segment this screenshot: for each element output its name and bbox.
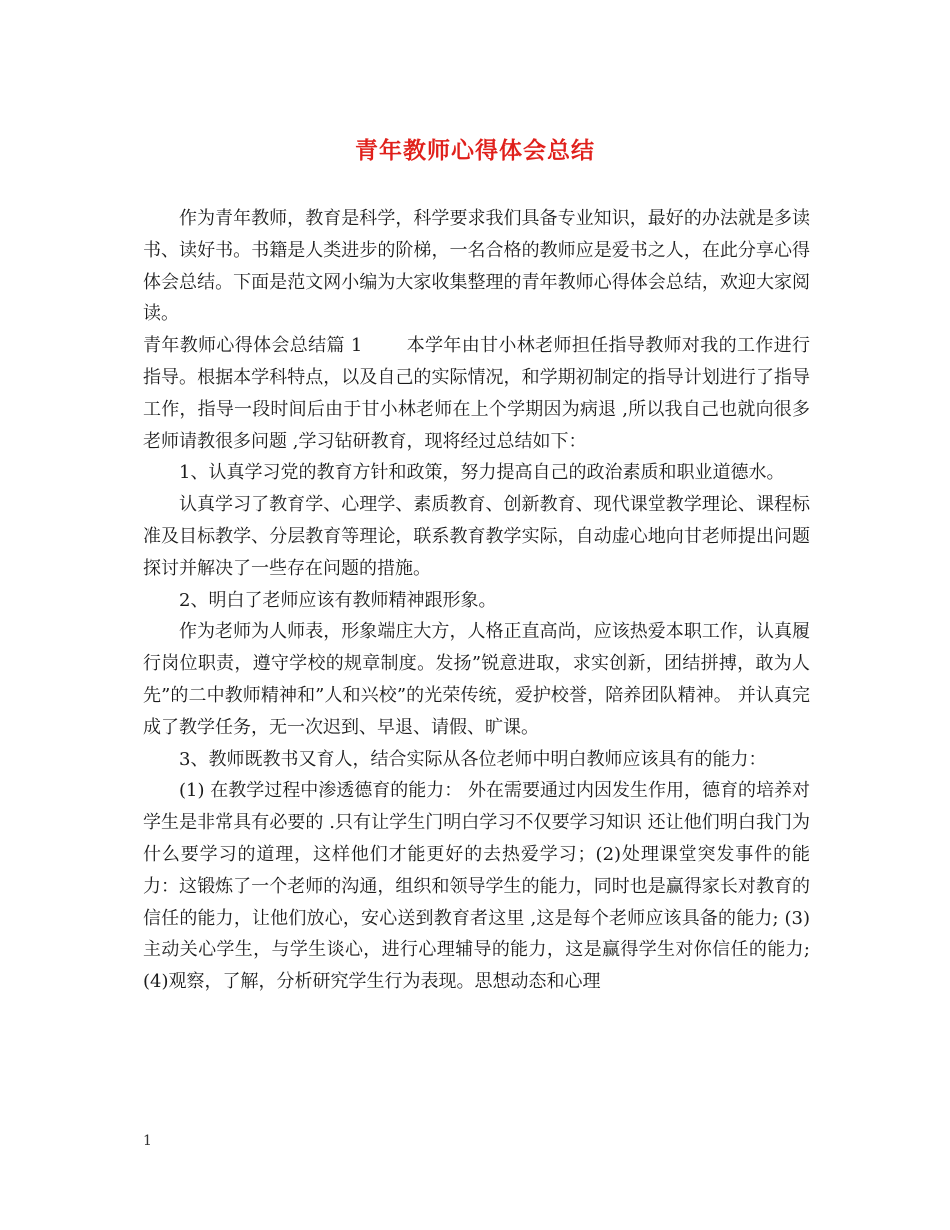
document-body <box>143 203 810 998</box>
point-2-title: 2、明白了老师应该有教师精神跟形象。 <box>179 589 497 611</box>
document-title: 青年教师心得体会总结 <box>355 137 595 164</box>
section-heading: 青年教师心得体会总结篇 1 <box>143 335 363 357</box>
point-3-body: (1) 在教学过程中渗透德育的能力： 外在需要通过内因发生作用，德育的培养对学生是非常具有必要的 .只有让学生门明白学习不仅要学习知识 还让他们明白我门为什么要学习的道理，这样他们才能更好的去热爱学习；(2)处理课堂突发事件的能力：这锻炼了一个老师的沟通，组织和领导学生的能力，同时也是赢得家长对教育的信任的能力，让他们放心，安心送到教育者这里 ,这是每个老师应该具备的能力; (3)主动关心学生，与学生谈心，进行心理辅导的能力，这是赢得学生对你信任的能力; (4)观察，了解，分析研究学生行为表现。思想动态和心理 <box>143 780 810 993</box>
section-paragraph <box>143 330 810 457</box>
point-2-body: 作为老师为人师表，形象端庄大方，人格正直高尚，应该热爱本职工作，认真履行岗位职责，遵守学校的规章制度。发扬”锐意进取，求实创新，团结拼搏，敢为人先”的二中教师精神和”人和兴校”的光荣传统，爱护校誉，陪养团队精神。 并认真完成了教学任务，无一次迟到、早退、请假、旷课。 <box>143 621 810 738</box>
page-number: 1 <box>143 1133 152 1149</box>
section-lead-text: 本学年由甘小林老师担任指导教师对我的工作进行指导。根据本学科特点，以及自己的实际情况，和学期初制定的指导计划进行了指导工作，指导一段时间后由于甘小林老师在上个学期因为病退 ,所以我自己也就向很多老师请教很多问题 ,学习钻研教育，现将经过总结如下： <box>143 335 810 452</box>
intro-paragraph: 作为青年教师，教育是科学，科学要求我们具备专业知识，最好的办法就是多读书、读好书。书籍是人类进步的阶梯，一名合格的教师应是爱书之人，在此分享心得体会总结。下面是范文网小编为大家收集整理的青年教师心得体会总结，欢迎大家阅读。 <box>143 208 810 325</box>
point-1-title: 1、认真学习党的教育方针和政策，努力提高自己的政治素质和职业道德水。 <box>179 462 785 484</box>
point-3-title: 3、教师既教书又育人，结合实际从各位老师中明白教师应该具有的能力： <box>179 748 767 770</box>
point-1-body: 认真学习了教育学、心理学、素质教育、创新教育、现代课堂教学理论、课程标准及目标教学、分层教育等理论，联系教育教学实际，自动虚心地向甘老师提出问题探讨并解决了一些存在问题的措施。 <box>143 494 810 579</box>
